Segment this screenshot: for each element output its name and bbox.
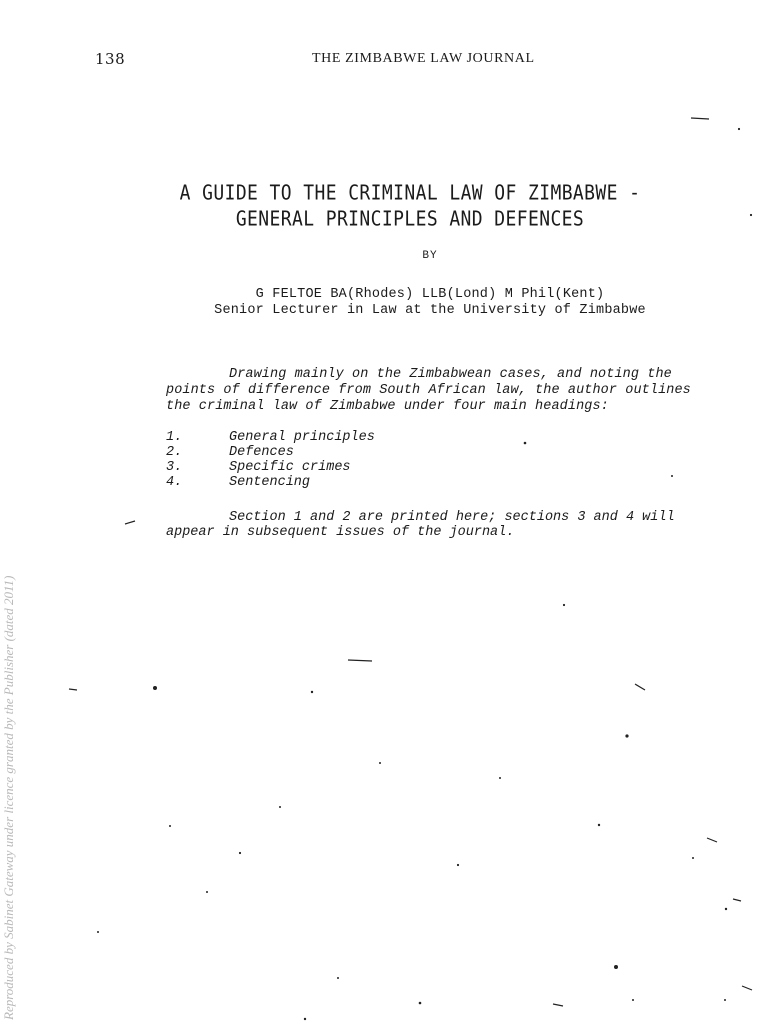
list-item-number: 4. — [166, 475, 183, 490]
abstract-line: points of difference from South African law, the author outlines — [166, 383, 691, 398]
abstract-line: the criminal law of Zimbabwe under four main headings: — [166, 399, 609, 414]
author-name: G FELTOE BA(Rhodes) LLB(Lond) M Phil(Kent) — [255, 287, 605, 302]
list-item — [166, 475, 375, 490]
list-item — [166, 445, 375, 460]
abstract-line: Drawing mainly on the Zimbabwean cases, and noting the — [229, 367, 672, 382]
list-item-number: 3. — [166, 460, 183, 475]
list-item-label: Specific crimes — [229, 460, 351, 475]
list-item — [166, 460, 375, 475]
page-number: 138 — [95, 50, 126, 68]
article-title-line-2: GENERAL PRINCIPLES AND DEFENCES — [235, 207, 585, 232]
running-header: THE ZIMBABWE LAW JOURNAL — [312, 51, 535, 66]
publication-note-line: Section 1 and 2 are printed here; sections 3 and 4 will — [229, 510, 675, 525]
list-item-label: General principles — [229, 430, 375, 445]
list-item-label: Sentencing — [229, 475, 311, 490]
byline-by: BY — [422, 250, 438, 262]
list-item-number: 1. — [166, 430, 183, 445]
vertical-watermark: Reproduced by Sabinet Gateway under licence granted by the Publisher (dated 2011) — [1, 575, 16, 1020]
list-item-label: Defences — [229, 445, 294, 460]
headings-list — [166, 430, 375, 490]
list-item — [166, 430, 375, 445]
publication-note-line: appear in subsequent issues of the journal. — [166, 525, 515, 540]
list-item-number: 2. — [166, 445, 183, 460]
author-affiliation: Senior Lecturer in Law at the University of Zimbabwe — [214, 303, 646, 318]
article-title-line-1: A GUIDE TO THE CRIMINAL LAW OF ZIMBABWE - — [179, 181, 641, 206]
